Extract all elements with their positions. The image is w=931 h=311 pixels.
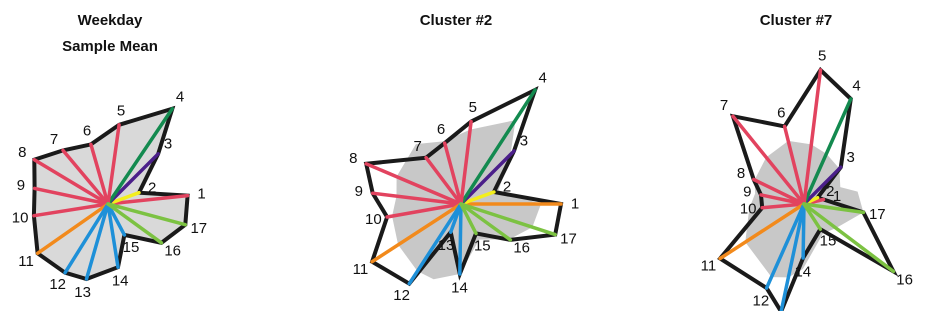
spoke-label-15: 15 xyxy=(819,232,837,250)
chart-title: Cluster #7 xyxy=(759,12,833,29)
spoke-label-12: 12 xyxy=(393,286,410,304)
spoke-label-9: 9 xyxy=(16,177,26,194)
spoke-label-7: 7 xyxy=(49,131,59,149)
spoke-label-13: 13 xyxy=(74,283,91,301)
spoke-label-16: 16 xyxy=(896,271,913,289)
chart-title-line-1: Weekday xyxy=(77,12,143,29)
radar-chart-cluster-7 xyxy=(701,12,913,311)
spoke-label-6: 6 xyxy=(82,122,92,140)
spoke-label-3: 3 xyxy=(163,135,173,153)
spoke-label-6: 6 xyxy=(777,104,786,122)
spoke-label-17: 17 xyxy=(868,205,886,223)
spoke-label-5: 5 xyxy=(468,99,477,117)
spoke-label-11: 11 xyxy=(700,257,717,275)
spoke-label-12: 12 xyxy=(49,276,67,294)
spoke-label-17: 17 xyxy=(560,230,577,248)
spoke-label-4: 4 xyxy=(175,88,185,106)
spoke-label-7: 7 xyxy=(719,96,729,114)
spoke-label-5: 5 xyxy=(116,102,126,120)
spoke-label-3: 3 xyxy=(519,132,529,150)
spoke-label-9: 9 xyxy=(743,183,752,201)
spoke-label-1: 1 xyxy=(570,195,580,213)
radar-chart-weekday-sample-mean xyxy=(12,12,207,301)
spoke-14 xyxy=(803,204,804,258)
spoke-label-15: 15 xyxy=(122,238,140,256)
spoke-label-14: 14 xyxy=(451,279,468,297)
spoke-label-1: 1 xyxy=(197,185,206,203)
spoke-label-13: 13 xyxy=(437,236,455,254)
spoke-label-2: 2 xyxy=(148,179,157,197)
spoke-label-7: 7 xyxy=(413,138,422,155)
spoke-label-4: 4 xyxy=(538,69,547,87)
spoke-label-11: 11 xyxy=(18,252,34,270)
spoke-label-8: 8 xyxy=(349,149,358,167)
spoke-label-15: 15 xyxy=(473,237,491,255)
spoke-label-8: 8 xyxy=(18,144,27,161)
spoke-label-17: 17 xyxy=(190,219,208,237)
spoke-14 xyxy=(460,204,461,274)
spoke-label-2: 2 xyxy=(502,178,512,196)
spoke-label-8: 8 xyxy=(736,164,746,182)
spoke-label-16: 16 xyxy=(513,239,531,257)
spoke-label-6: 6 xyxy=(436,121,446,139)
spoke-label-14: 14 xyxy=(794,263,812,281)
spoke-label-16: 16 xyxy=(164,242,182,260)
spoke-label-4: 4 xyxy=(852,77,861,95)
spoke-label-10: 10 xyxy=(365,211,382,228)
spoke-label-5: 5 xyxy=(818,47,827,65)
spoke-label-10: 10 xyxy=(11,209,29,227)
spoke-label-1: 1 xyxy=(832,187,842,205)
spoke-label-12: 12 xyxy=(752,292,770,310)
spoke-label-9: 9 xyxy=(354,182,363,200)
chart-title: Cluster #2 xyxy=(419,12,493,29)
spoke-label-14: 14 xyxy=(111,272,129,290)
chart-title-line-2: Sample Mean xyxy=(62,38,158,55)
spoke-label-10: 10 xyxy=(739,200,757,218)
spoke-label-2: 2 xyxy=(826,183,835,201)
radar-chart-cluster-2 xyxy=(349,12,579,304)
spoke-label-11: 11 xyxy=(352,260,369,278)
spoke-label-3: 3 xyxy=(846,148,855,166)
